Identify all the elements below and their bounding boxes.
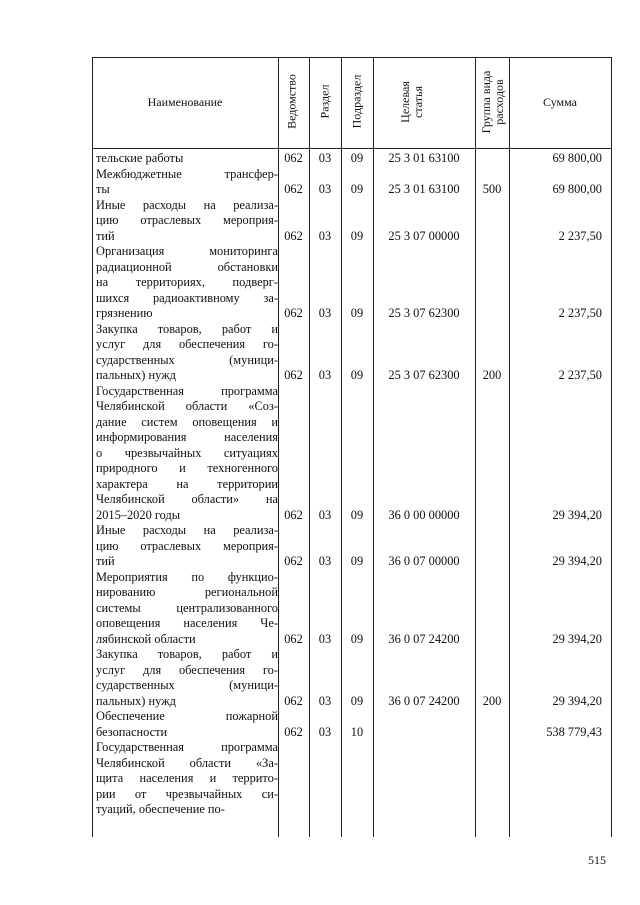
row-gruppa-rashodov: 500 [482,182,502,196]
row-name-line: Челябинской области «За- [96,755,278,770]
row-name-line: Челябинской области «Соз- [96,399,278,413]
header-podrazdel: Подраздел [349,74,364,129]
row-name-line: о чрезвычайных ситуациях [96,445,278,460]
row-name-line: системы централизованного [96,600,278,615]
page-number: 515 [588,853,606,867]
row-summa: 29 394,20 [552,631,602,646]
row-gruppa-rashodov: 200 [482,693,502,708]
row-podrazdel: 10 [350,724,364,739]
row-name [96,244,278,322]
table-row [92,647,612,709]
header-summa: Сумма [543,95,577,109]
row-name [96,647,278,709]
row-vedomstvo: 062 [284,631,303,646]
row-summa: 2 237,50 [558,306,602,320]
row-name-line: щита населения и террито- [96,771,278,785]
header-vedomstvo: Ведомство [284,74,299,129]
header-celevaya-line2: статья [411,86,425,118]
table-row [92,198,612,245]
table-top-border [92,57,612,58]
row-razdel: 03 [318,693,332,708]
row-name-line: лябинской области [96,631,196,646]
row-razdel: 03 [318,724,332,739]
table-row [92,570,612,648]
row-razdel: 03 [318,228,332,243]
table-row [92,244,612,322]
row-vedomstvo: 062 [284,182,303,196]
row-name-line: оповещения населения Че- [96,616,278,630]
row-summa: 2 237,50 [558,368,602,382]
row-name-line: Государственная программа [96,383,278,398]
row-podrazdel: 09 [350,151,364,165]
table-row [92,322,612,384]
header-gruppa-line1: Группа вида [479,70,493,134]
row-name-line: Межбюджетные трансфер- [96,166,278,181]
row-podrazdel: 09 [350,182,364,196]
row-name-line: безопасности [96,724,168,739]
row-summa: 538 779,43 [546,724,602,739]
row-name-line: тельские работы [96,151,184,165]
header-celevaya-line1: Целевая [398,81,412,123]
row-summa: 69 800,00 [552,182,602,196]
row-name-line: цию отраслевых мероприя- [96,538,278,553]
row-name [96,167,278,198]
row-celevaya-statya: 36 0 07 00000 [388,554,460,568]
header-gruppa [480,62,506,142]
row-name-line: пальных) нужд [96,368,176,382]
row-gruppa-rashodov: 200 [482,368,502,382]
row-name-line: тий [96,228,115,243]
row-name-line: услуг для обеспечения го- [96,337,278,351]
row-name-line: Закупка товаров, работ и [96,647,278,661]
row-razdel: 03 [318,151,332,165]
table-row [92,740,612,818]
row-razdel: 03 [318,182,332,196]
row-name [96,709,278,740]
row-vedomstvo: 062 [284,368,303,382]
row-summa: 29 394,20 [552,507,602,522]
row-name [96,198,278,245]
row-name-line: ты [96,182,110,196]
row-vedomstvo: 062 [284,554,303,568]
header-bottom-border [92,148,612,149]
row-name-line: радиационной обстановки [96,259,278,274]
header-celevaya [399,62,425,142]
row-celevaya-statya: 36 0 07 24200 [388,693,460,708]
row-celevaya-statya: 25 3 01 63100 [388,182,460,196]
row-name-line: Государственная программа [96,740,278,754]
header-gruppa-line2: расходов [492,79,506,125]
table-row [92,523,612,570]
row-vedomstvo: 062 [284,228,303,243]
row-name [96,570,278,648]
row-name [96,740,278,818]
row-summa: 2 237,50 [558,228,602,243]
row-name-line: информирования населения [96,430,278,444]
row-summa: 69 800,00 [552,151,602,165]
row-vedomstvo: 062 [284,724,303,739]
row-name-line: природного и техногенного [96,461,278,475]
row-razdel: 03 [318,554,332,568]
row-name-line: характера на территории [96,476,278,491]
row-celevaya-statya: 25 3 07 62300 [388,368,460,382]
row-vedomstvo: 062 [284,693,303,708]
row-name-line: Иные расходы на реализа- [96,197,278,212]
table-row [92,709,612,740]
row-celevaya-statya: 25 3 07 62300 [388,306,460,320]
row-podrazdel: 09 [350,554,364,568]
row-summa: 29 394,20 [552,554,602,568]
row-name [96,523,278,570]
row-name-line: Обеспечение пожарной [96,709,278,723]
row-podrazdel: 09 [350,693,364,708]
row-name-line: цию отраслевых мероприя- [96,213,278,227]
row-name-line: шихся радиоактивному за- [96,290,278,305]
header-name: Наименование [147,95,223,109]
row-razdel: 03 [318,631,332,646]
row-name-line: Челябинской области» на [96,492,278,506]
row-name [96,384,278,524]
row-vedomstvo: 062 [284,151,303,165]
budget-table [92,57,612,837]
row-podrazdel: 09 [350,507,364,522]
row-name-line: Иные расходы на реализа- [96,523,278,537]
row-podrazdel: 09 [350,368,364,382]
row-name [96,151,278,167]
row-name-line: Закупка товаров, работ и [96,321,278,336]
table-row [92,151,612,167]
row-razdel: 03 [318,507,332,522]
row-vedomstvo: 062 [284,306,303,320]
row-name-line: туаций, обеспечение по- [96,802,225,816]
row-celevaya-statya: 25 3 07 00000 [388,228,460,243]
row-name-line: 2015–2020 годы [96,507,181,522]
header-razdel: Раздел [317,84,332,119]
row-name-line: сударственных (муници- [96,678,278,692]
row-name-line: сударственных (муници- [96,352,278,367]
row-celevaya-statya: 36 0 00 00000 [388,507,460,522]
row-podrazdel: 09 [350,306,364,320]
row-celevaya-statya: 36 0 07 24200 [388,631,460,646]
row-razdel: 03 [318,368,332,382]
row-podrazdel: 09 [350,631,364,646]
row-name-line: рии от чрезвычайных си- [96,786,278,801]
row-podrazdel: 09 [350,228,364,243]
row-vedomstvo: 062 [284,507,303,522]
row-summa: 29 394,20 [552,693,602,708]
row-name-line: услуг для обеспечения го- [96,662,278,677]
row-celevaya-statya: 25 3 01 63100 [388,151,460,165]
row-name-line: тий [96,554,115,568]
row-name-line: на территориях, подверг- [96,275,278,289]
row-razdel: 03 [318,306,332,320]
table-row [92,384,612,524]
row-name-line: пальных) нужд [96,693,176,708]
row-name-line: Мероприятия по функцио- [96,569,278,584]
row-name-line: грязнению [96,306,153,320]
row-name-line: нированию региональной [96,585,278,599]
row-name [96,322,278,384]
table-row [92,167,612,198]
row-name-line: Организация мониторинга [96,244,278,258]
row-name-line: дание систем оповещения и [96,414,278,429]
